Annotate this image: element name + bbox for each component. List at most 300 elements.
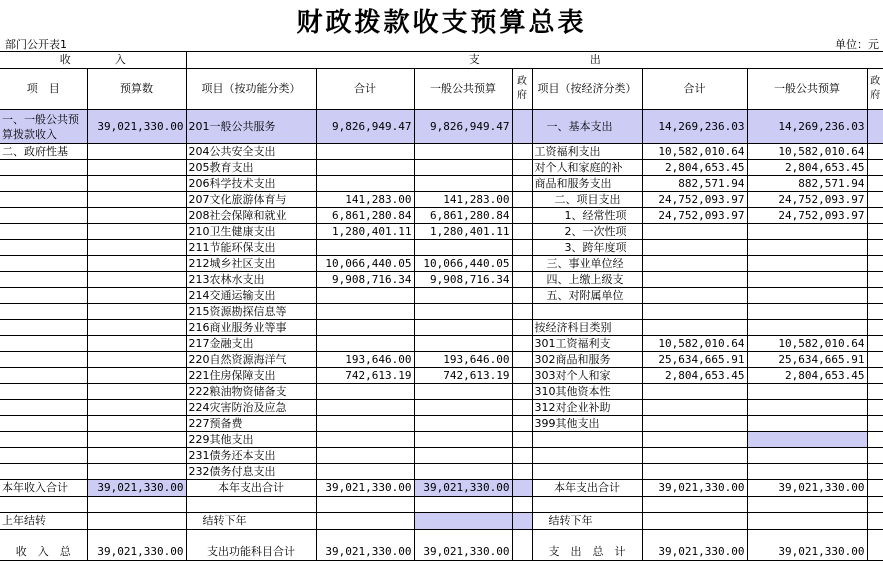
econ-general: [747, 432, 867, 448]
func-gov: [512, 288, 532, 304]
econ-gov: [867, 336, 883, 352]
table-row: [0, 304, 883, 320]
func-general: [414, 416, 512, 432]
gap-4: [316, 530, 414, 544]
econ-general: 10,582,010.64: [747, 336, 867, 352]
income-item: [0, 448, 87, 464]
econ-item: 对个人和家庭的补: [532, 160, 642, 176]
grand-income-label: 收 入 总: [0, 544, 87, 561]
func-item: 213农林水支出: [186, 272, 316, 288]
func-item: 216商业服务业等事: [186, 320, 316, 336]
income-amount: [87, 176, 186, 192]
econ-total: 2,804,653.45: [642, 368, 747, 384]
econ-item: 303对个人和家: [532, 368, 642, 384]
func-total: [316, 336, 414, 352]
carry-income-label: 上年结转: [0, 513, 87, 530]
econ-general: 14,269,236.03: [747, 110, 867, 144]
econ-gov: [867, 304, 883, 320]
table-row: [0, 52, 883, 69]
income-amount: [87, 272, 186, 288]
table-row: [0, 497, 883, 513]
func-item: 212城乡社区支出: [186, 256, 316, 272]
func-general: [414, 400, 512, 416]
func-general: 6,861,280.84: [414, 208, 512, 224]
econ-total: 14,269,236.03: [642, 110, 747, 144]
func-total: [316, 384, 414, 400]
func-item: 204公共安全支出: [186, 144, 316, 160]
econ-general: 24,752,093.97: [747, 192, 867, 208]
func-total: [316, 464, 414, 480]
econ-total: [642, 256, 747, 272]
econ-total: [642, 384, 747, 400]
income-item: [0, 464, 87, 480]
econ-total: [642, 448, 747, 464]
econ-general: [747, 320, 867, 336]
func-item: 206科学技术支出: [186, 176, 316, 192]
income-item: [0, 256, 87, 272]
func-general: [414, 384, 512, 400]
func-item: 201一般公共服务: [186, 110, 316, 144]
func-gov: [512, 192, 532, 208]
carry-econ-gov: [867, 513, 883, 530]
carry-fgov: [512, 497, 532, 513]
econ-item: 一、基本支出: [532, 110, 642, 144]
carry-func: [186, 497, 316, 513]
econ-total: [642, 432, 747, 448]
income-item: [0, 384, 87, 400]
income-amount: [87, 352, 186, 368]
econ-gov: [867, 352, 883, 368]
econ-total: 25,634,665.91: [642, 352, 747, 368]
func-gov: [512, 208, 532, 224]
table-row: [0, 208, 883, 224]
col-general2: 一般公共预算: [747, 69, 867, 110]
econ-item: 301工资福利支: [532, 336, 642, 352]
income-item: [0, 336, 87, 352]
func-total: 6,861,280.84: [316, 208, 414, 224]
econ-general: [747, 464, 867, 480]
econ-gov: [867, 448, 883, 464]
func-general: 193,646.00: [414, 352, 512, 368]
table-row: [0, 288, 883, 304]
income-item: [0, 272, 87, 288]
income-item: [0, 240, 87, 256]
econ-gov-sum: [867, 480, 883, 497]
econ-item: [532, 432, 642, 448]
func-gov: [512, 272, 532, 288]
carry-econ-general: [747, 513, 867, 530]
income-item: [0, 208, 87, 224]
col-item: 项 目: [0, 69, 87, 110]
econ-item: 310其他资本性: [532, 384, 642, 400]
col-total: 合计: [316, 69, 414, 110]
econ-gov: [867, 144, 883, 160]
func-general: 1,280,401.11: [414, 224, 512, 240]
grand-income-amount: 39,021,330.00: [87, 544, 186, 561]
func-general: [414, 288, 512, 304]
table-row: [0, 400, 883, 416]
carry-income-amount: [87, 513, 186, 530]
func-total: 1,280,401.11: [316, 224, 414, 240]
func-general: [414, 320, 512, 336]
income-amount: [87, 288, 186, 304]
func-gov: [512, 110, 532, 144]
carry-expense-label: 结转下年: [186, 513, 316, 530]
econ-total: [642, 400, 747, 416]
col-func-item: 项目（按功能分类）: [186, 69, 316, 110]
func-gov: [512, 256, 532, 272]
col-gov: 政府: [512, 69, 532, 110]
carry-inc: [0, 497, 87, 513]
func-general: 141,283.00: [414, 192, 512, 208]
func-item: 208社会保障和就业: [186, 208, 316, 224]
table-row: [0, 272, 883, 288]
econ-total: 10,582,010.64: [642, 336, 747, 352]
carry-eg: [747, 497, 867, 513]
func-item: 207文化旅游体育与: [186, 192, 316, 208]
econ-general: 2,804,653.45: [747, 368, 867, 384]
func-item: 224灾害防治及应急: [186, 400, 316, 416]
func-total: 193,646.00: [316, 352, 414, 368]
econ-general: [747, 416, 867, 432]
func-general: 9,908,716.34: [414, 272, 512, 288]
func-gov: [512, 368, 532, 384]
income-total-amount: 39,021,330.00: [87, 480, 186, 497]
func-total-sum: 39,021,330.00: [316, 480, 414, 497]
table-row: [0, 256, 883, 272]
func-total: 742,613.19: [316, 368, 414, 384]
income-amount: [87, 416, 186, 432]
econ-gov: [867, 176, 883, 192]
report-title: 财政拨款收支预算总表: [296, 8, 587, 38]
grand-func-gov: [512, 544, 532, 561]
table-row: [0, 416, 883, 432]
func-item: 222粮油物资储备支: [186, 384, 316, 400]
econ-item: 商品和服务支出: [532, 176, 642, 192]
func-general: [414, 144, 512, 160]
econ-general: 10,582,010.64: [747, 144, 867, 160]
econ-gov: [867, 192, 883, 208]
col-budget: 预算数: [87, 69, 186, 110]
func-general: [414, 432, 512, 448]
econ-general: 24,752,093.97: [747, 208, 867, 224]
econ-general: [747, 448, 867, 464]
econ-item: 2、一次性项: [532, 224, 642, 240]
func-total: [316, 176, 414, 192]
func-gov: [512, 336, 532, 352]
income-total-label: 本年收入合计: [0, 480, 87, 497]
econ-general: 25,634,665.91: [747, 352, 867, 368]
func-gov: [512, 464, 532, 480]
gap-5: [414, 530, 512, 544]
func-general: 9,826,949.47: [414, 110, 512, 144]
table-row: [0, 320, 883, 336]
func-gov: [512, 240, 532, 256]
econ-gov: [867, 240, 883, 256]
gap-3: [186, 530, 316, 544]
gap-1: [0, 530, 87, 544]
func-item: 211节能环保支出: [186, 240, 316, 256]
carry-func-gov: [512, 513, 532, 530]
func-gov-sum: [512, 480, 532, 497]
econ-general: [747, 304, 867, 320]
income-item: [0, 432, 87, 448]
gap-6: [512, 530, 532, 544]
econ-gov: [867, 256, 883, 272]
func-gov: [512, 320, 532, 336]
income-amount: [87, 320, 186, 336]
func-item: 215资源勘探信息等: [186, 304, 316, 320]
func-general: [414, 304, 512, 320]
econ-general: 882,571.94: [747, 176, 867, 192]
econ-item: 按经济科目类别: [532, 320, 642, 336]
func-item: 232债务付息支出: [186, 464, 316, 480]
func-gov: [512, 304, 532, 320]
gap-7: [532, 530, 642, 544]
income-item: [0, 224, 87, 240]
income-item: [0, 288, 87, 304]
econ-gov: [867, 384, 883, 400]
func-total: [316, 432, 414, 448]
table-row: [0, 530, 883, 544]
grand-func-total: 39,021,330.00: [316, 544, 414, 561]
grand-econ-general: 39,021,330.00: [747, 544, 867, 561]
grand-func-label: 支出功能科目合计: [186, 544, 316, 561]
econ-total: [642, 320, 747, 336]
carry-ft: [316, 497, 414, 513]
carry-fg: [414, 497, 512, 513]
func-total: [316, 304, 414, 320]
income-amount: [87, 304, 186, 320]
func-total: 10,066,440.05: [316, 256, 414, 272]
func-item: 229其他支出: [186, 432, 316, 448]
econ-gov: [867, 464, 883, 480]
table-row: [0, 432, 883, 448]
table-row: [0, 144, 883, 160]
func-gov: [512, 352, 532, 368]
func-gov: [512, 160, 532, 176]
grand-func-general: 39,021,330.00: [414, 544, 512, 561]
income-item: [0, 160, 87, 176]
econ-item: 三、事业单位经: [532, 256, 642, 272]
econ-general: 2,804,653.45: [747, 160, 867, 176]
func-general: 10,066,440.05: [414, 256, 512, 272]
col-total2: 合计: [642, 69, 747, 110]
unit-label: 单位：元: [835, 38, 879, 51]
col-gov2: 政府: [867, 69, 883, 110]
carry-econ: [532, 497, 642, 513]
econ-total: [642, 416, 747, 432]
grand-econ-total: 39,021,330.00: [642, 544, 747, 561]
econ-gov: [867, 288, 883, 304]
econ-item: 工资福利支出: [532, 144, 642, 160]
econ-gov: [867, 110, 883, 144]
econ-total: 24,752,093.97: [642, 208, 747, 224]
econ-item: 1、经常性项: [532, 208, 642, 224]
func-item: 217金融支出: [186, 336, 316, 352]
func-general: [414, 176, 512, 192]
gap-2: [87, 530, 186, 544]
econ-total: [642, 304, 747, 320]
table-row: [0, 464, 883, 480]
income-amount: [87, 192, 186, 208]
table-row: [0, 448, 883, 464]
func-total: [316, 160, 414, 176]
income-amount: [87, 400, 186, 416]
table-row: [0, 192, 883, 208]
income-item: 二、政府性基: [0, 144, 87, 160]
func-gov: [512, 224, 532, 240]
func-gov: [512, 432, 532, 448]
econ-general: [747, 272, 867, 288]
budget-table: [0, 51, 883, 561]
income-amount: [87, 336, 186, 352]
func-total: [316, 144, 414, 160]
income-item: 一、一般公共预算拨款收入: [0, 110, 87, 144]
econ-gov: [867, 160, 883, 176]
func-total: [316, 288, 414, 304]
table-row: [0, 224, 883, 240]
func-total: 9,826,949.47: [316, 110, 414, 144]
func-total: 141,283.00: [316, 192, 414, 208]
income-amount: [87, 464, 186, 480]
income-item: [0, 368, 87, 384]
table-row: [0, 352, 883, 368]
gap-9: [747, 530, 867, 544]
income-amount: [87, 160, 186, 176]
func-total: [316, 240, 414, 256]
table-row: [0, 110, 883, 144]
func-item: 214交通运输支出: [186, 288, 316, 304]
econ-gov: [867, 368, 883, 384]
gap-10: [867, 530, 883, 544]
econ-total: [642, 272, 747, 288]
table-row: [0, 544, 883, 561]
func-general: 742,613.19: [414, 368, 512, 384]
func-gov: [512, 384, 532, 400]
func-gov: [512, 400, 532, 416]
income-item: [0, 416, 87, 432]
income-amount: [87, 144, 186, 160]
table-row: [0, 240, 883, 256]
carry-inc-amt: [87, 497, 186, 513]
func-general: [414, 240, 512, 256]
table-row: [0, 480, 883, 497]
econ-general: [747, 400, 867, 416]
func-total: [316, 400, 414, 416]
econ-general: [747, 384, 867, 400]
income-item: [0, 320, 87, 336]
table-row: [0, 368, 883, 384]
carry-egov: [867, 497, 883, 513]
econ-total: 882,571.94: [642, 176, 747, 192]
econ-general: [747, 288, 867, 304]
econ-gov: [867, 272, 883, 288]
econ-total: [642, 224, 747, 240]
func-item: 220自然资源海洋气: [186, 352, 316, 368]
econ-gov: [867, 320, 883, 336]
econ-total-sum: 39,021,330.00: [642, 480, 747, 497]
econ-item: [532, 448, 642, 464]
grand-econ-gov: [867, 544, 883, 561]
func-total: [316, 448, 414, 464]
func-item: 205教育支出: [186, 160, 316, 176]
income-amount: [87, 368, 186, 384]
econ-gov: [867, 224, 883, 240]
table-row: [0, 160, 883, 176]
expense-total-label: 本年支出合计: [186, 480, 316, 497]
econ-general: [747, 256, 867, 272]
table-row: [0, 69, 883, 110]
econ-gov: [867, 400, 883, 416]
econ-item: [532, 304, 642, 320]
func-general: [414, 448, 512, 464]
func-total: 9,908,716.34: [316, 272, 414, 288]
func-total: [316, 416, 414, 432]
econ-gov: [867, 432, 883, 448]
econ-gov: [867, 208, 883, 224]
econ-total: [642, 464, 747, 480]
income-amount: [87, 240, 186, 256]
func-item: 210卫生健康支出: [186, 224, 316, 240]
econ-total: 24,752,093.97: [642, 192, 747, 208]
income-amount: [87, 384, 186, 400]
table-row: [0, 176, 883, 192]
carry-econ-total: [642, 513, 747, 530]
dept-table-label: 部门公开表1: [5, 38, 67, 51]
func-general: [414, 160, 512, 176]
func-general: [414, 336, 512, 352]
econ-item: 302商品和服务: [532, 352, 642, 368]
econ-item: 四、上缴上级支: [532, 272, 642, 288]
gap-8: [642, 530, 747, 544]
carry-func-total: [316, 513, 414, 530]
income-amount: [87, 448, 186, 464]
func-general-sum: 39,021,330.00: [414, 480, 512, 497]
table-row: [0, 513, 883, 530]
func-gov: [512, 176, 532, 192]
income-amount: [87, 256, 186, 272]
func-total: [316, 320, 414, 336]
func-general: [414, 464, 512, 480]
func-item: 231债务还本支出: [186, 448, 316, 464]
grand-econ-label: 支 出 总 计: [532, 544, 642, 561]
econ-general: [747, 224, 867, 240]
econ-item: 二、项目支出: [532, 192, 642, 208]
econ-item: 399其他支出: [532, 416, 642, 432]
col-general: 一般公共预算: [414, 69, 512, 110]
econ-total: 2,804,653.45: [642, 160, 747, 176]
income-item: [0, 176, 87, 192]
econ-item: [532, 464, 642, 480]
econ-total: 10,582,010.64: [642, 144, 747, 160]
carry-func-general: [414, 513, 512, 530]
income-amount: [87, 224, 186, 240]
func-gov: [512, 448, 532, 464]
income-item: [0, 192, 87, 208]
func-gov: [512, 144, 532, 160]
income-amount: [87, 208, 186, 224]
func-item: 227预备费: [186, 416, 316, 432]
econ-item: 3、跨年度项: [532, 240, 642, 256]
table-row: [0, 384, 883, 400]
income-item: [0, 304, 87, 320]
table-row: [0, 336, 883, 352]
carry-expense-label2: 结转下年: [532, 513, 642, 530]
expense-header: 支 出: [186, 52, 883, 69]
econ-gov: [867, 416, 883, 432]
econ-item: 五、对附属单位: [532, 288, 642, 304]
